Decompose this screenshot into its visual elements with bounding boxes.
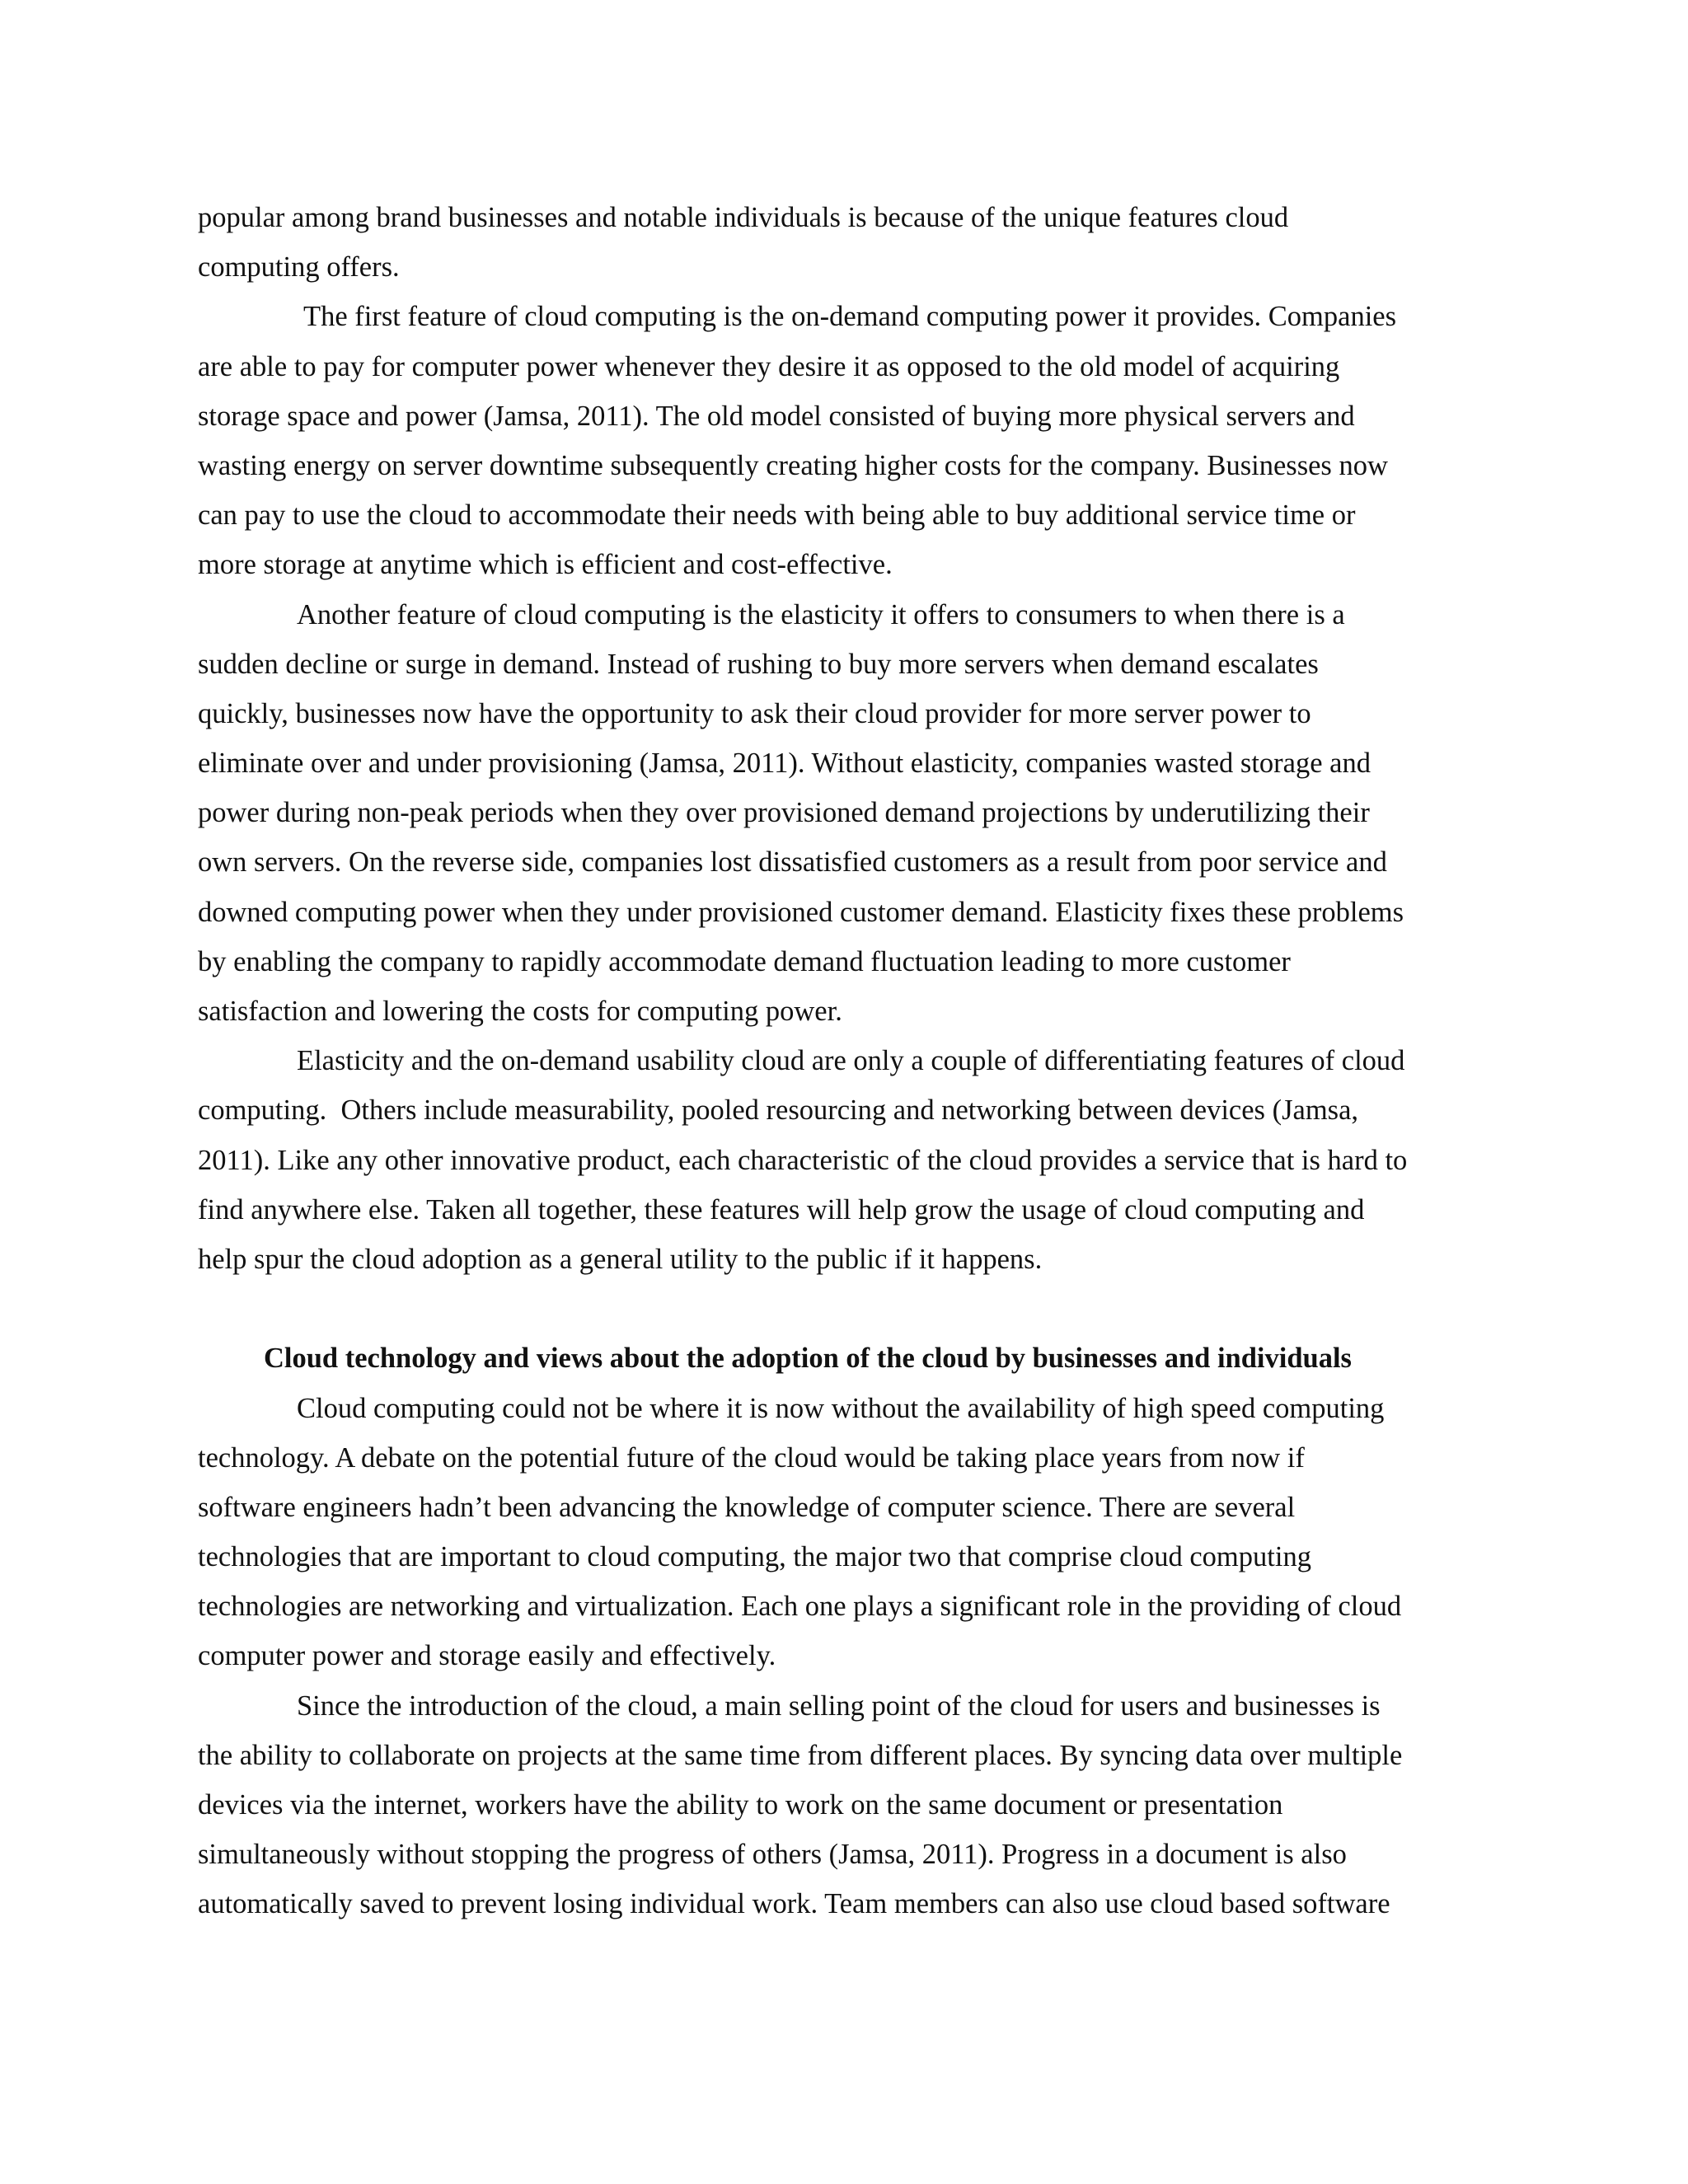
text-line: own servers. On the reverse side, companies lost dissatisfied customers as a result from poor service and <box>198 846 1387 879</box>
paragraph-start: Since the introduction of the cloud, a main selling point of the cloud for users and businesses is <box>297 1690 1381 1722</box>
text-line: devices via the internet, workers have the ability to work on the same document or presentation <box>198 1789 1283 1821</box>
text-line: computer power and storage easily and effectively. <box>198 1640 776 1672</box>
document-body <box>198 193 1497 1929</box>
section-heading: Cloud technology and views about the adoption of the cloud by businesses and individuals <box>264 1343 1352 1375</box>
text-line: more storage at anytime which is efficient and cost-effective. <box>198 549 893 581</box>
text-line: storage space and power (Jamsa, 2011). The old model consisted of buying more physical servers and <box>198 400 1355 432</box>
text-line: find anywhere else. Taken all together, these features will help grow the usage of cloud computing and <box>198 1193 1365 1226</box>
text-line: simultaneously without stopping the progress of others (Jamsa, 2011). Progress in a document is also <box>198 1839 1347 1871</box>
text-line: computing. Others include measurability, pooled resourcing and networking between devices (Jamsa, <box>198 1094 1359 1127</box>
text-line: help spur the cloud adoption as a general utility to the public if it happens. <box>198 1243 1043 1275</box>
text-line: the ability to collaborate on projects at the same time from different places. By syncing data over multiple <box>198 1739 1403 1771</box>
text-line: sudden decline or surge in demand. Instead of rushing to buy more servers when demand escalates <box>198 648 1319 680</box>
paragraph-start: Elasticity and the on-demand usability cloud are only a couple of differentiating features of cloud <box>297 1045 1405 1077</box>
text-line: popular among brand businesses and notable individuals is because of the unique features cloud <box>198 202 1289 233</box>
paragraph-start: The first feature of cloud computing is the on-demand computing power it provides. Companies <box>297 301 1397 333</box>
text-line: technologies are networking and virtualization. Each one plays a significant role in the providing of cloud <box>198 1591 1402 1623</box>
text-line: 2011). Like any other innovative product, each characteristic of the cloud provides a service that is hard to <box>198 1144 1408 1176</box>
blank-line <box>198 1284 1497 1333</box>
text-line: power during non-peak periods when they over provisioned demand projections by underutilizing their <box>198 797 1370 829</box>
text-line: software engineers hadn’t been advancing the knowledge of computer science. There are several <box>198 1491 1296 1523</box>
text-line: computing offers. <box>198 251 400 284</box>
text-line: automatically saved to prevent losing individual work. Team members can also use cloud based software <box>198 1888 1390 1920</box>
text-line: by enabling the company to rapidly accommodate demand fluctuation leading to more customer <box>198 945 1291 977</box>
text-line: can pay to use the cloud to accommodate their needs with being able to buy additional service time or <box>198 499 1356 532</box>
text-line: are able to pay for computer power whenever they desire it as opposed to the old model of acquiring <box>198 350 1340 382</box>
text-line: technologies that are important to cloud computing, the major two that comprise cloud computing <box>198 1541 1311 1573</box>
paragraph-start: Cloud computing could not be where it is now without the availability of high speed computing <box>297 1392 1385 1424</box>
text-line: satisfaction and lowering the costs for computing power. <box>198 996 842 1027</box>
text-line: downed computing power when they under provisioned customer demand. Elasticity fixes these problems <box>198 896 1404 928</box>
text-line: technology. A debate on the potential future of the cloud would be taking place years from now if <box>198 1441 1305 1474</box>
text-line: quickly, businesses now have the opportunity to ask their cloud provider for more server power to <box>198 697 1311 729</box>
text-line: wasting energy on server downtime subsequently creating higher costs for the company. Businesses now <box>198 449 1388 481</box>
text-line: eliminate over and under provisioning (Jamsa, 2011). Without elasticity, companies wasted storage and <box>198 748 1371 780</box>
paragraph-start: Another feature of cloud computing is the elasticity it offers to consumers to when there is a <box>297 598 1345 630</box>
